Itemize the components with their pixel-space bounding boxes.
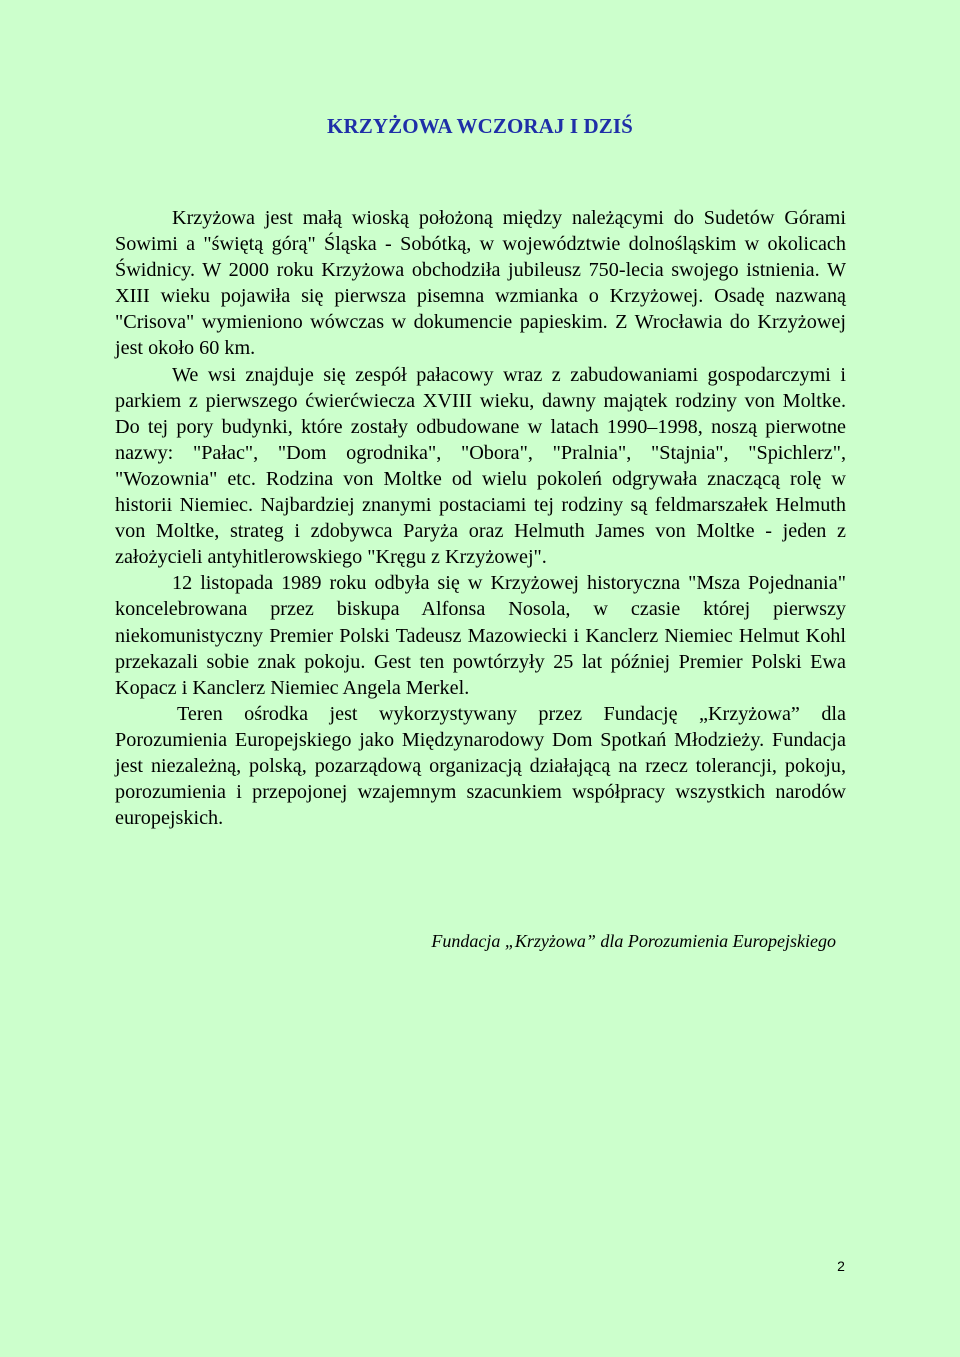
page-number: 2: [837, 1258, 845, 1274]
signature: Fundacja „Krzyżowa” dla Porozumienia Europejskiego: [431, 931, 836, 951]
paragraph-reconciliation-mass: 12 listopada 1989 roku odbyła się w Krzyżowej historyczna "Msza Pojednania" koncelebrowana przez biskupa Alfonsa Nosola, w czasie której pierwszy niekomunistyczny Premier Polski Tadeusz Mazowiecki i Kanclerz Niemiec Helmut Kohl przekazali sobie znak pokoju. Gest ten powtórzyły 25 lat później Premier Polski Ewa Kopacz i Kanclerz Niemiec Angela Merkel.: [115, 572, 846, 699]
document-title: KRZYŻOWA WCZORAJ I DZIŚ: [327, 114, 633, 138]
document-body: [115, 205, 846, 831]
paragraph-palace: We wsi znajduje się zespół pałacowy wraz z zabudowaniami gospodarczymi i parkiem z pierwszego ćwierćwiecza XVIII wieku, dawny majątek rodziny von Moltke. Do tej pory budynki, które zostały odbudowane w latach 1990–1998, noszą pierwotne nazwy: "Pałac", "Dom ogrodnika", "Obora", "Pralnia", "Stajnia", "Spichlerz", "Wozownia" etc. Rodzina von Moltke od wielu pokoleń odgrywała znaczącą rolę w historii Niemiec. Najbardziej znanymi postaciami tej rodziny są feldmarszałek Helmuth von Moltke, strateg i zdobywca Paryża oraz Helmuth James von Moltke - jeden z założycieli antyhitlerowskiego "Kręgu z Krzyżowej".: [115, 363, 846, 569]
paragraph-foundation: Teren ośrodka jest wykorzystywany przez Fundację „Krzyżowa” dla Porozumienia Europejskiego jako Międzynarodowy Dom Spotkań Młodzieży. Fundacja jest niezależną, polską, pozarządową organizacją działającą na rzecz tolerancji, pokoju, porozumienia i przepojonej wzajemnym szacunkiem współpracy wszystkich narodów europejskich.: [115, 702, 846, 830]
paragraph-intro: Krzyżowa jest małą wioską położoną między należącymi do Sudetów Górami Sowimi a "świętą górą" Śląska - Sobótką, w województwie dolnośląskim w okolicach Świdnicy. W 2000 roku Krzyżowa obchodziła jubileusz 750-lecia swojego istnienia. W XIII wieku pojawiła się pierwsza pisemna wzmianka o Krzyżowej. Osadę nazwaną "Crisova" wymieniono wówczas w dokumencie papieskim. Z Wrocławia do Krzyżowej jest około 60 km.: [115, 207, 846, 360]
